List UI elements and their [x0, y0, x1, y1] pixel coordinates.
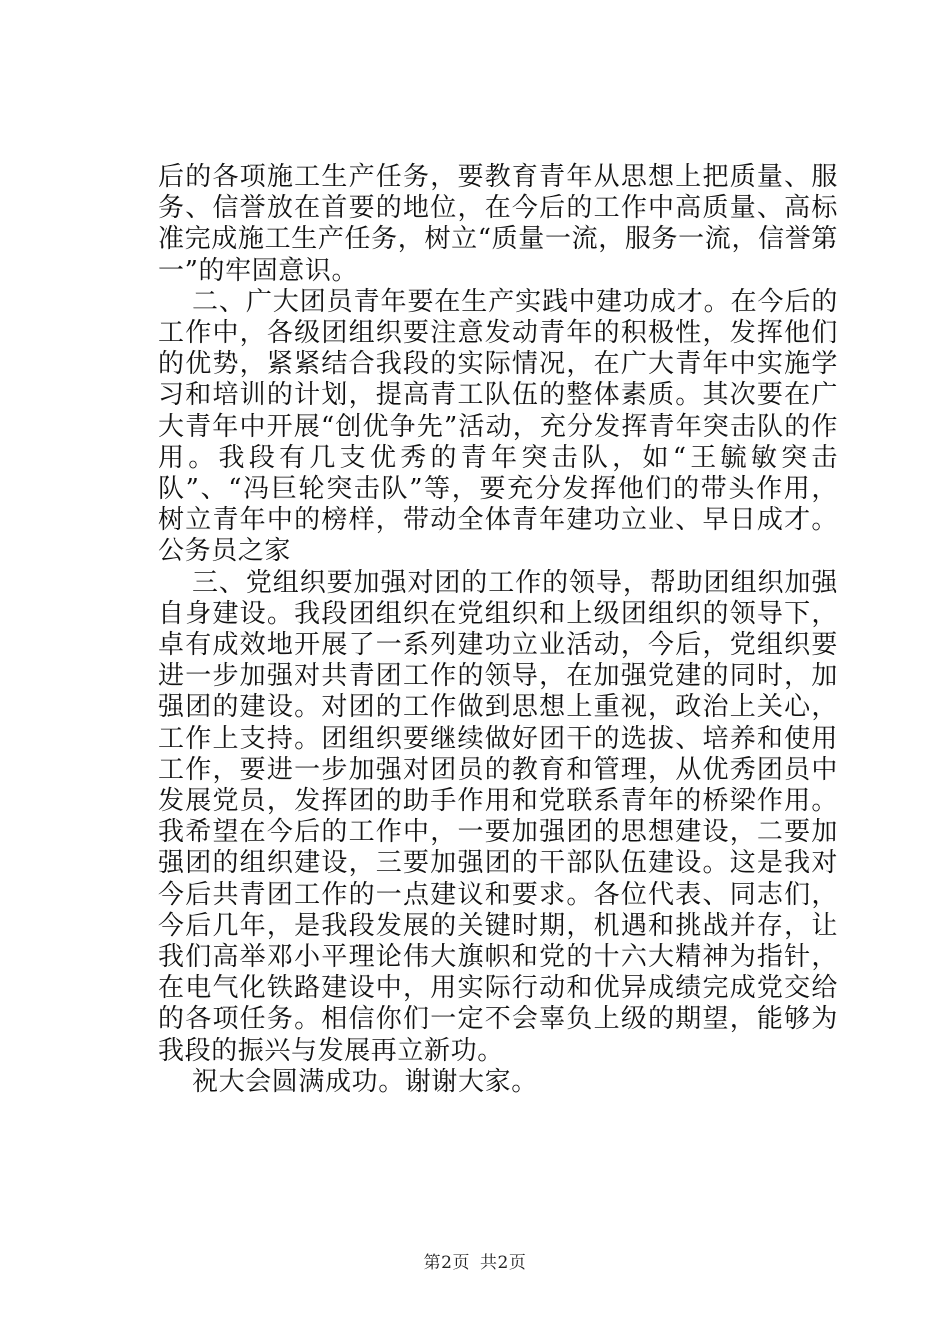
paragraph-1: 后的各项施工生产任务，要教育青年从思想上把质量、服务、信誉放在首要的地位，在今后的工作中高质量、高标准完成施工生产任务，树立“质量一流，服务一流，信誉第一”的牢固意识。: [158, 162, 838, 286]
page-footer: [0, 1248, 950, 1273]
paragraph-3: 三、党组织要加强对团的工作的领导，帮助团组织加强自身建设。我段团组织在党组织和上级团组织的领导下，卓有成效地开展了一系列建功立业活动，今后，党组织要进一步加强对共青团工作的领导，在加强党建的同时，加强团的建设。对团的工作做到思想上重视，政治上关心，工作上支持。团组织要继续做好团干的选拔、培养和使用工作，要进一步加强对团员的教育和管理，从优秀团员中发展党员，发挥团的助手作用和党联系青年的桥梁作用。我希望在今后的工作中，一要加强团的思想建设，二要加强团的组织建设，三要加强团的干部队伍建设。这是我对今后共青团工作的一点建议和要求。各位代表、同志们，今后几年，是我段发展的关键时期，机遇和挑战并存，让我们高举邓小平理论伟大旗帜和党的十六大精神为指针，在电气化铁路建设中，用实际行动和优异成绩完成党交给的各项任务。相信你们一定不会辜负上级的期望，能够为我段的振兴与发展再立新功。: [158, 567, 838, 1066]
document-body: [158, 162, 838, 1098]
paragraph-4: 祝大会圆满成功。谢谢大家。: [192, 1066, 538, 1097]
paragraph-2: 二、广大团员青年要在生产实践中建功成才。在今后的工作中，各级团组织要注意发动青年的积极性，发挥他们的优势，紧紧结合我段的实际情况，在广大青年中实施学习和培训的计划，提高青工队伍的整体素质。其次要在广大青年中开展“创优争先”活动，充分发挥青年突击队的作用。我段有几支优秀的青年突击队，如“王毓敏突击队”、“冯巨轮突击队”等，要充分发挥他们的带头作用，树立青年中的榜样，带动全体青年建功立业、早日成才。公务员之家: [158, 286, 838, 567]
page-number: 第2页: [423, 1253, 470, 1273]
page-total: 共2页: [480, 1253, 527, 1273]
